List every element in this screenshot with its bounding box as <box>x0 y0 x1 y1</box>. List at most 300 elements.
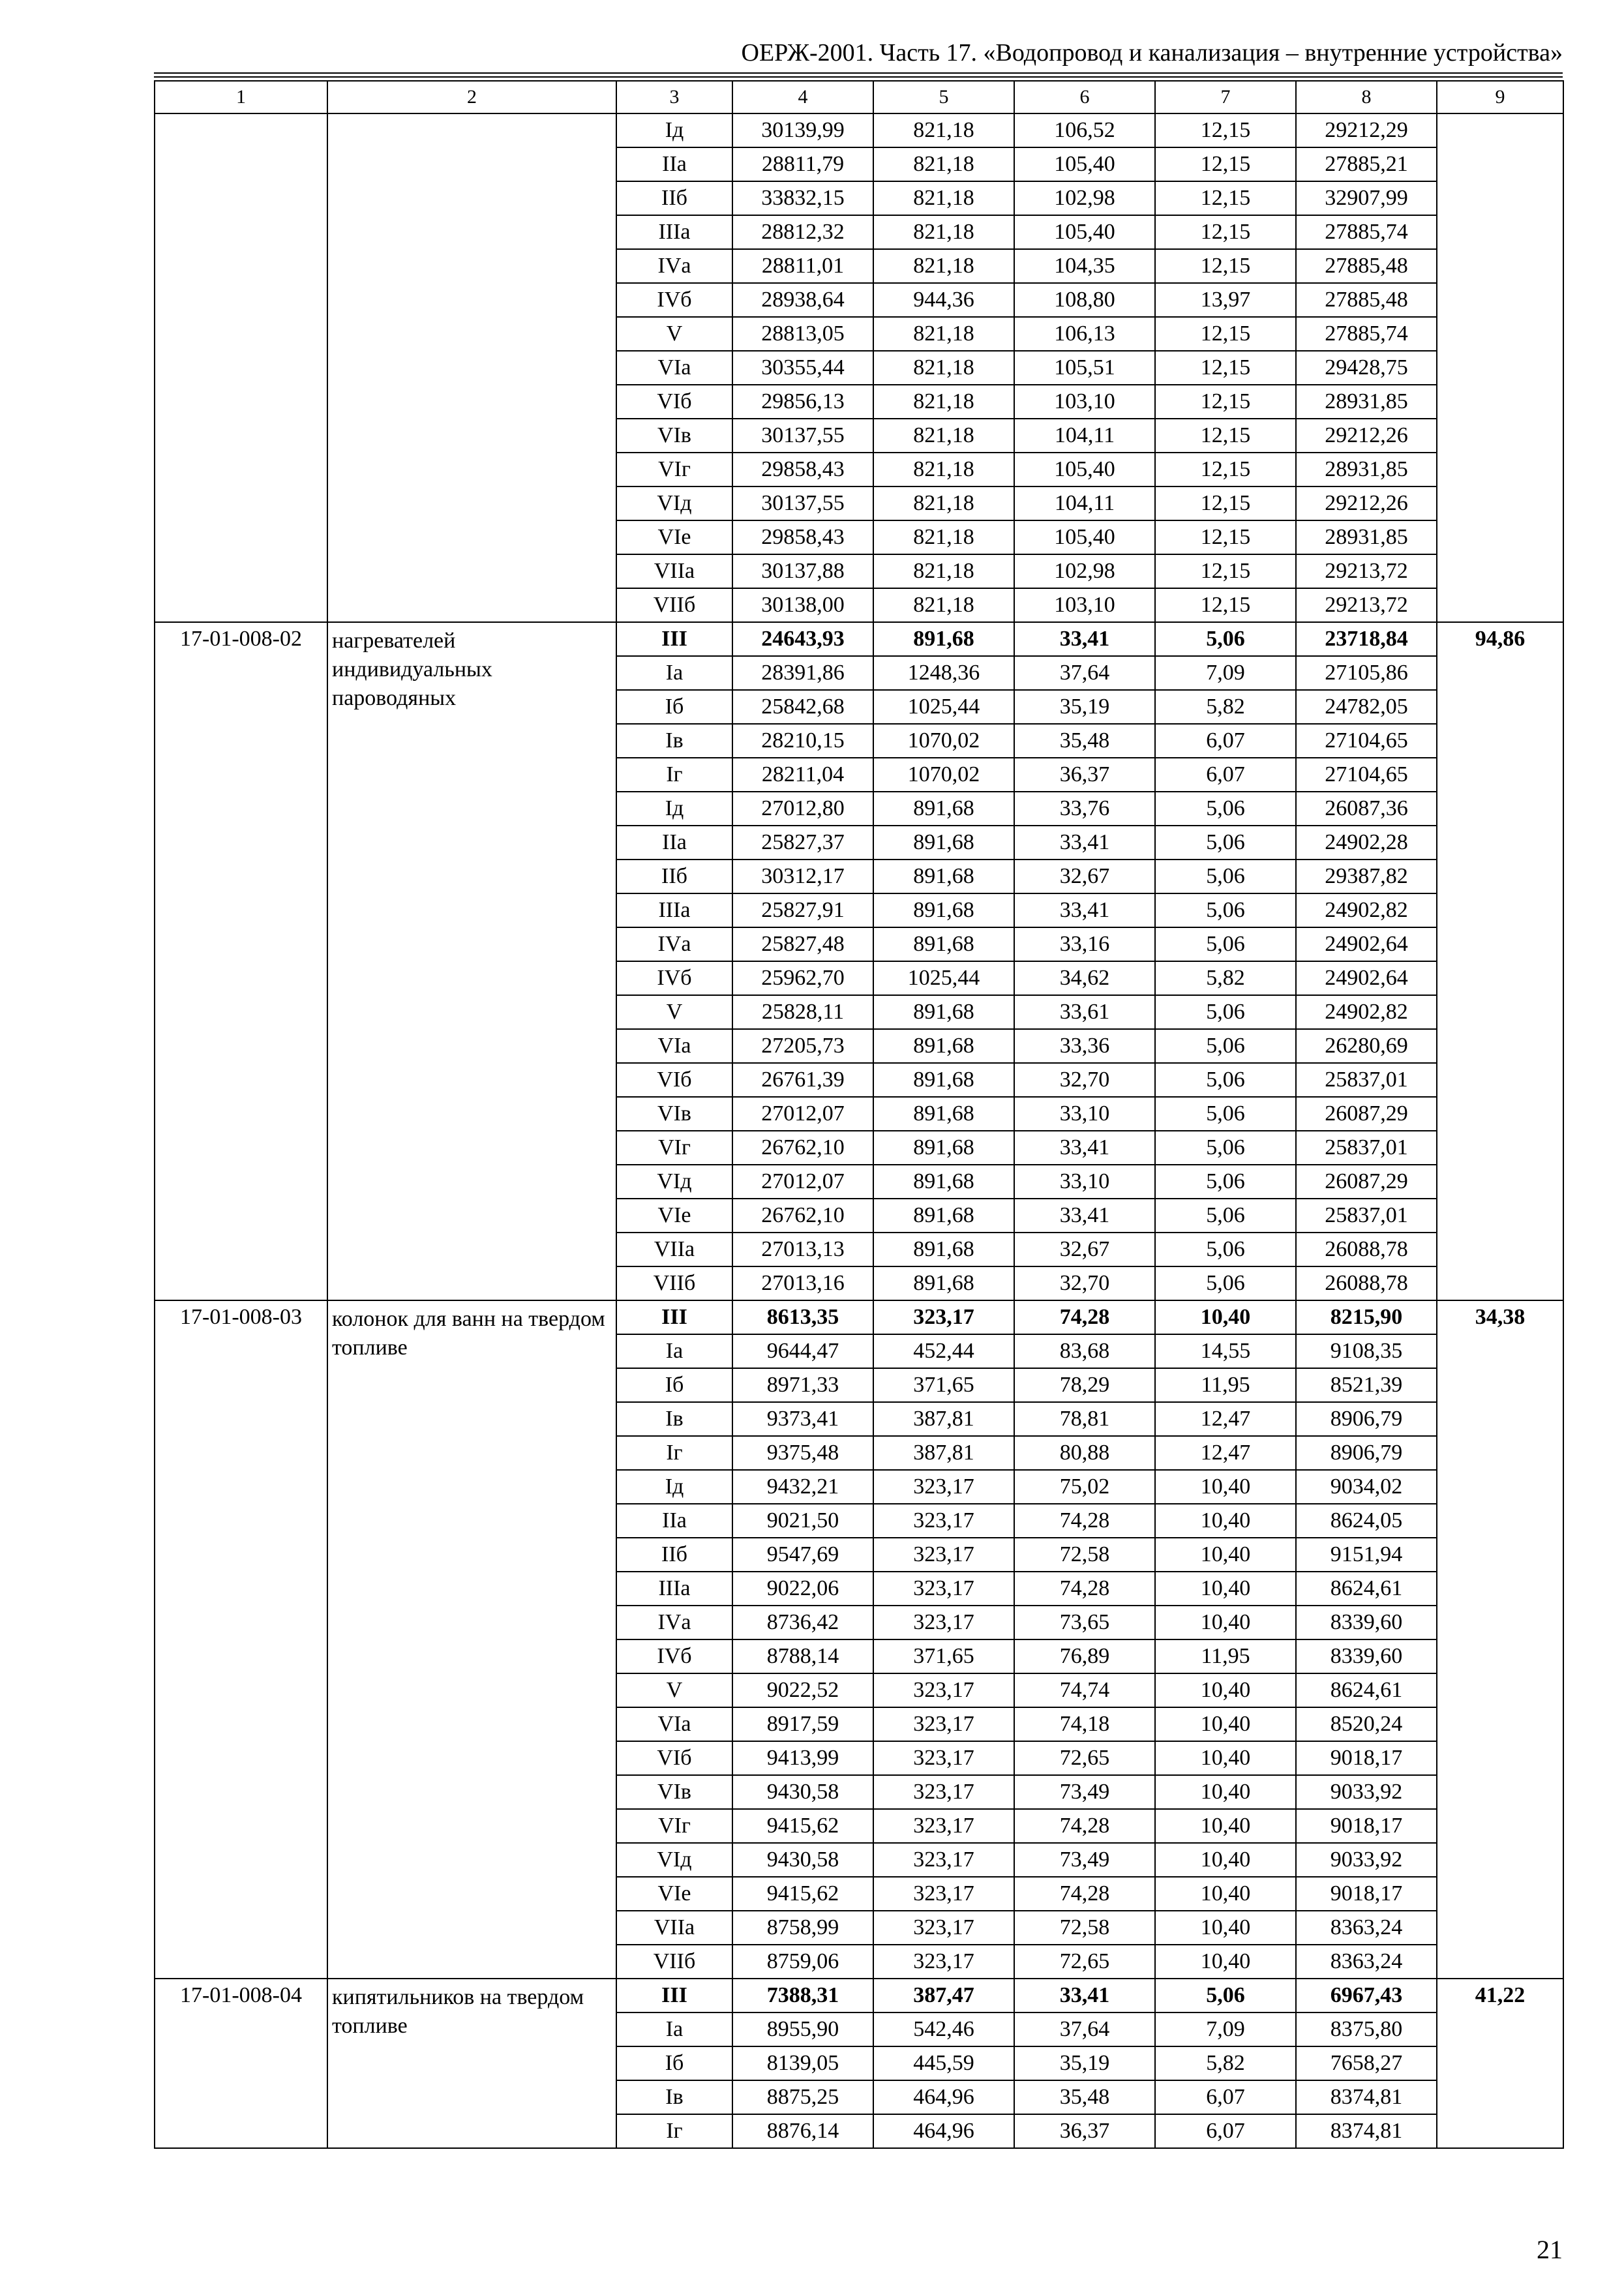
labor-wages-cell: 821,18 <box>873 147 1014 181</box>
total-cost-cell: 29858,43 <box>732 453 873 486</box>
machinist-wages-cell: 7,09 <box>1155 656 1296 690</box>
zone-cell: VIIа <box>616 554 732 588</box>
total-cost-cell: 9022,52 <box>732 1673 873 1707</box>
zone-cell: Iв <box>616 2080 732 2114</box>
column-number: 2 <box>327 81 616 113</box>
zone-cell: IVб <box>616 961 732 995</box>
price-table-body <box>155 81 1563 2148</box>
total-cost-cell: 9413,99 <box>732 1741 873 1775</box>
zone-cell: Iд <box>616 792 732 826</box>
zone-cell: Iг <box>616 2114 732 2148</box>
zone-cell: VIб <box>616 385 732 419</box>
total-cost-cell: 25842,68 <box>732 690 873 724</box>
zone-cell: VIа <box>616 351 732 385</box>
materials-cost-cell: 9108,35 <box>1296 1334 1437 1368</box>
zone-cell: III <box>616 1300 732 1334</box>
materials-cost-cell: 26087,29 <box>1296 1165 1437 1199</box>
zone-cell: Iа <box>616 1334 732 1368</box>
materials-cost-cell: 8339,60 <box>1296 1639 1437 1673</box>
header-rule <box>154 72 1563 74</box>
machinist-wages-cell: 6,07 <box>1155 2080 1296 2114</box>
machine-cost-cell: 35,19 <box>1014 690 1155 724</box>
machinist-wages-cell: 12,15 <box>1155 317 1296 351</box>
labor-wages-cell: 323,17 <box>873 1843 1014 1877</box>
materials-cost-cell: 32907,99 <box>1296 181 1437 215</box>
machine-cost-cell: 102,98 <box>1014 181 1155 215</box>
zone-cell: VIб <box>616 1741 732 1775</box>
machine-cost-cell: 74,28 <box>1014 1572 1155 1606</box>
page-number: 21 <box>1537 2235 1563 2264</box>
zone-cell: IVб <box>616 283 732 317</box>
materials-cost-cell: 27104,65 <box>1296 724 1437 758</box>
labor-wages-cell: 891,68 <box>873 622 1014 656</box>
materials-cost-cell: 23718,84 <box>1296 622 1437 656</box>
machine-cost-cell: 106,52 <box>1014 113 1155 147</box>
labor-wages-cell: 323,17 <box>873 1572 1014 1606</box>
zone-cell: Iд <box>616 1470 732 1504</box>
machine-cost-cell: 105,51 <box>1014 351 1155 385</box>
total-cost-cell: 27012,80 <box>732 792 873 826</box>
labor-hours-cell: 94,86 <box>1437 622 1563 1300</box>
machine-cost-cell: 33,41 <box>1014 622 1155 656</box>
total-cost-cell: 30139,99 <box>732 113 873 147</box>
labor-wages-cell: 387,81 <box>873 1436 1014 1470</box>
zone-cell: Iд <box>616 113 732 147</box>
labor-wages-cell: 821,18 <box>873 215 1014 249</box>
total-cost-cell: 28811,01 <box>732 249 873 283</box>
labor-wages-cell: 944,36 <box>873 283 1014 317</box>
machine-cost-cell: 35,19 <box>1014 2046 1155 2080</box>
total-cost-cell: 27012,07 <box>732 1097 873 1131</box>
machine-cost-cell: 74,28 <box>1014 1504 1155 1538</box>
machinist-wages-cell: 12,47 <box>1155 1436 1296 1470</box>
machinist-wages-cell: 6,07 <box>1155 758 1296 792</box>
machine-cost-cell: 74,28 <box>1014 1300 1155 1334</box>
machine-cost-cell: 105,40 <box>1014 215 1155 249</box>
zone-cell: IVб <box>616 1639 732 1673</box>
labor-hours-cell <box>1437 113 1563 622</box>
machine-cost-cell: 108,80 <box>1014 283 1155 317</box>
machinist-wages-cell: 5,06 <box>1155 1063 1296 1097</box>
total-cost-cell: 28391,86 <box>732 656 873 690</box>
zone-cell: III <box>616 622 732 656</box>
machinist-wages-cell: 10,40 <box>1155 1572 1296 1606</box>
labor-wages-cell: 891,68 <box>873 1131 1014 1165</box>
labor-wages-cell: 891,68 <box>873 1029 1014 1063</box>
labor-wages-cell: 821,18 <box>873 317 1014 351</box>
column-number: 9 <box>1437 81 1563 113</box>
total-cost-cell: 8758,99 <box>732 1911 873 1945</box>
total-cost-cell: 9373,41 <box>732 1402 873 1436</box>
zone-cell: VIв <box>616 1775 732 1809</box>
materials-cost-cell: 28931,85 <box>1296 520 1437 554</box>
table-row <box>155 113 1563 147</box>
zone-cell: VIд <box>616 1165 732 1199</box>
materials-cost-cell: 9033,92 <box>1296 1843 1437 1877</box>
machine-cost-cell: 32,67 <box>1014 1233 1155 1266</box>
machinist-wages-cell: 10,40 <box>1155 1945 1296 1979</box>
labor-wages-cell: 323,17 <box>873 1809 1014 1843</box>
item-code: 17-01-008-04 <box>155 1979 327 2148</box>
total-cost-cell: 27205,73 <box>732 1029 873 1063</box>
total-cost-cell: 25827,48 <box>732 927 873 961</box>
total-cost-cell: 8613,35 <box>732 1300 873 1334</box>
materials-cost-cell: 24782,05 <box>1296 690 1437 724</box>
zone-cell: IVа <box>616 249 732 283</box>
machinist-wages-cell: 5,82 <box>1155 961 1296 995</box>
machinist-wages-cell: 5,82 <box>1155 690 1296 724</box>
machine-cost-cell: 80,88 <box>1014 1436 1155 1470</box>
machinist-wages-cell: 5,06 <box>1155 860 1296 893</box>
labor-wages-cell: 323,17 <box>873 1775 1014 1809</box>
zone-cell: Iв <box>616 724 732 758</box>
machinist-wages-cell: 12,15 <box>1155 453 1296 486</box>
labor-wages-cell: 387,81 <box>873 1402 1014 1436</box>
labor-wages-cell: 323,17 <box>873 1741 1014 1775</box>
labor-wages-cell: 821,18 <box>873 385 1014 419</box>
column-number: 1 <box>155 81 327 113</box>
item-name: колонок для ванн на твердом топливе <box>327 1300 616 1979</box>
total-cost-cell: 30137,55 <box>732 419 873 453</box>
labor-wages-cell: 891,68 <box>873 893 1014 927</box>
machinist-wages-cell: 12,15 <box>1155 385 1296 419</box>
total-cost-cell: 27013,16 <box>732 1266 873 1300</box>
machinist-wages-cell: 5,06 <box>1155 622 1296 656</box>
labor-wages-cell: 323,17 <box>873 1538 1014 1572</box>
zone-cell: VIг <box>616 1809 732 1843</box>
materials-cost-cell: 26087,29 <box>1296 1097 1437 1131</box>
machine-cost-cell: 32,67 <box>1014 860 1155 893</box>
zone-cell: V <box>616 1673 732 1707</box>
materials-cost-cell: 28931,85 <box>1296 385 1437 419</box>
machinist-wages-cell: 12,15 <box>1155 147 1296 181</box>
machinist-wages-cell: 5,06 <box>1155 1097 1296 1131</box>
machine-cost-cell: 33,76 <box>1014 792 1155 826</box>
total-cost-cell: 8875,25 <box>732 2080 873 2114</box>
machinist-wages-cell: 12,15 <box>1155 486 1296 520</box>
machine-cost-cell: 105,40 <box>1014 453 1155 486</box>
materials-cost-cell: 29212,26 <box>1296 486 1437 520</box>
materials-cost-cell: 8520,24 <box>1296 1707 1437 1741</box>
column-number: 8 <box>1296 81 1437 113</box>
labor-wages-cell: 891,68 <box>873 1233 1014 1266</box>
materials-cost-cell: 27104,65 <box>1296 758 1437 792</box>
zone-cell: IIб <box>616 1538 732 1572</box>
zone-cell: Iа <box>616 656 732 690</box>
materials-cost-cell: 8521,39 <box>1296 1368 1437 1402</box>
machinist-wages-cell: 5,06 <box>1155 1979 1296 2012</box>
machinist-wages-cell: 12,15 <box>1155 113 1296 147</box>
materials-cost-cell: 24902,64 <box>1296 961 1437 995</box>
item-code <box>155 113 327 622</box>
machinist-wages-cell: 5,06 <box>1155 1199 1296 1233</box>
total-cost-cell: 30312,17 <box>732 860 873 893</box>
materials-cost-cell: 25837,01 <box>1296 1199 1437 1233</box>
labor-wages-cell: 891,68 <box>873 1063 1014 1097</box>
machine-cost-cell: 35,48 <box>1014 724 1155 758</box>
zone-cell: V <box>616 995 732 1029</box>
machinist-wages-cell: 10,40 <box>1155 1775 1296 1809</box>
total-cost-cell: 29856,13 <box>732 385 873 419</box>
machine-cost-cell: 105,40 <box>1014 520 1155 554</box>
materials-cost-cell: 29212,26 <box>1296 419 1437 453</box>
materials-cost-cell: 9151,94 <box>1296 1538 1437 1572</box>
zone-cell: Iг <box>616 1436 732 1470</box>
materials-cost-cell: 24902,28 <box>1296 826 1437 860</box>
machine-cost-cell: 33,61 <box>1014 995 1155 1029</box>
price-table <box>154 80 1564 2149</box>
total-cost-cell: 9415,62 <box>732 1877 873 1911</box>
machinist-wages-cell: 10,40 <box>1155 1300 1296 1334</box>
machinist-wages-cell: 13,97 <box>1155 283 1296 317</box>
machinist-wages-cell: 10,40 <box>1155 1470 1296 1504</box>
machine-cost-cell: 33,10 <box>1014 1165 1155 1199</box>
total-cost-cell: 28813,05 <box>732 317 873 351</box>
total-cost-cell: 24643,93 <box>732 622 873 656</box>
machine-cost-cell: 103,10 <box>1014 588 1155 622</box>
machinist-wages-cell: 12,15 <box>1155 181 1296 215</box>
machinist-wages-cell: 5,82 <box>1155 2046 1296 2080</box>
machinist-wages-cell: 5,06 <box>1155 1029 1296 1063</box>
materials-cost-cell: 27885,48 <box>1296 283 1437 317</box>
table-row <box>155 1979 1563 2012</box>
machine-cost-cell: 83,68 <box>1014 1334 1155 1368</box>
total-cost-cell: 28811,79 <box>732 147 873 181</box>
labor-wages-cell: 891,68 <box>873 1199 1014 1233</box>
zone-cell: VIв <box>616 1097 732 1131</box>
column-number: 7 <box>1155 81 1296 113</box>
machinist-wages-cell: 10,40 <box>1155 1809 1296 1843</box>
machine-cost-cell: 33,41 <box>1014 826 1155 860</box>
total-cost-cell: 28938,64 <box>732 283 873 317</box>
materials-cost-cell: 26280,69 <box>1296 1029 1437 1063</box>
machine-cost-cell: 73,49 <box>1014 1843 1155 1877</box>
machinist-wages-cell: 6,07 <box>1155 724 1296 758</box>
labor-wages-cell: 323,17 <box>873 1673 1014 1707</box>
materials-cost-cell: 26088,78 <box>1296 1266 1437 1300</box>
labor-wages-cell: 891,68 <box>873 860 1014 893</box>
labor-wages-cell: 1248,36 <box>873 656 1014 690</box>
machinist-wages-cell: 10,40 <box>1155 1911 1296 1945</box>
machine-cost-cell: 37,64 <box>1014 2012 1155 2046</box>
total-cost-cell: 8955,90 <box>732 2012 873 2046</box>
machine-cost-cell: 72,58 <box>1014 1538 1155 1572</box>
total-cost-cell: 30137,55 <box>732 486 873 520</box>
zone-cell: VIе <box>616 520 732 554</box>
labor-wages-cell: 323,17 <box>873 1911 1014 1945</box>
machinist-wages-cell: 5,06 <box>1155 1266 1296 1300</box>
labor-wages-cell: 891,68 <box>873 1097 1014 1131</box>
materials-cost-cell: 29428,75 <box>1296 351 1437 385</box>
item-code: 17-01-008-03 <box>155 1300 327 1979</box>
machine-cost-cell: 76,89 <box>1014 1639 1155 1673</box>
total-cost-cell: 28210,15 <box>732 724 873 758</box>
materials-cost-cell: 29213,72 <box>1296 554 1437 588</box>
labor-wages-cell: 821,18 <box>873 419 1014 453</box>
total-cost-cell: 9644,47 <box>732 1334 873 1368</box>
zone-cell: Iб <box>616 1368 732 1402</box>
zone-cell: III <box>616 1979 732 2012</box>
zone-cell: VIа <box>616 1707 732 1741</box>
machine-cost-cell: 104,35 <box>1014 249 1155 283</box>
zone-cell: IIIа <box>616 1572 732 1606</box>
labor-wages-cell: 1070,02 <box>873 758 1014 792</box>
materials-cost-cell: 9018,17 <box>1296 1877 1437 1911</box>
labor-wages-cell: 464,96 <box>873 2080 1014 2114</box>
machinist-wages-cell: 5,06 <box>1155 893 1296 927</box>
labor-wages-cell: 371,65 <box>873 1368 1014 1402</box>
zone-cell: V <box>616 317 732 351</box>
item-name: нагревателей индивидуальных пароводяных <box>327 622 616 1300</box>
machine-cost-cell: 74,18 <box>1014 1707 1155 1741</box>
zone-cell: VIв <box>616 419 732 453</box>
materials-cost-cell: 8339,60 <box>1296 1606 1437 1639</box>
machine-cost-cell: 32,70 <box>1014 1063 1155 1097</box>
zone-cell: VIг <box>616 1131 732 1165</box>
zone-cell: VIIа <box>616 1911 732 1945</box>
labor-wages-cell: 323,17 <box>873 1606 1014 1639</box>
total-cost-cell: 25827,91 <box>732 893 873 927</box>
zone-cell: VIIб <box>616 1945 732 1979</box>
total-cost-cell: 26762,10 <box>732 1131 873 1165</box>
total-cost-cell: 8139,05 <box>732 2046 873 2080</box>
materials-cost-cell: 27885,74 <box>1296 317 1437 351</box>
zone-cell: IVа <box>616 927 732 961</box>
zone-cell: VIIб <box>616 588 732 622</box>
machine-cost-cell: 103,10 <box>1014 385 1155 419</box>
total-cost-cell: 27012,07 <box>732 1165 873 1199</box>
machine-cost-cell: 104,11 <box>1014 419 1155 453</box>
machinist-wages-cell: 10,40 <box>1155 1843 1296 1877</box>
labor-wages-cell: 891,68 <box>873 792 1014 826</box>
labor-wages-cell: 821,18 <box>873 453 1014 486</box>
machinist-wages-cell: 12,15 <box>1155 554 1296 588</box>
machine-cost-cell: 34,62 <box>1014 961 1155 995</box>
machinist-wages-cell: 10,40 <box>1155 1538 1296 1572</box>
zone-cell: VIе <box>616 1199 732 1233</box>
labor-wages-cell: 821,18 <box>873 520 1014 554</box>
materials-cost-cell: 8375,80 <box>1296 2012 1437 2046</box>
machine-cost-cell: 102,98 <box>1014 554 1155 588</box>
labor-wages-cell: 891,68 <box>873 1266 1014 1300</box>
total-cost-cell: 30355,44 <box>732 351 873 385</box>
materials-cost-cell: 8906,79 <box>1296 1402 1437 1436</box>
labor-wages-cell: 323,17 <box>873 1504 1014 1538</box>
zone-cell: Iг <box>616 758 732 792</box>
item-name: кипятильников на твердом топливе <box>327 1979 616 2148</box>
labor-wages-cell: 323,17 <box>873 1945 1014 1979</box>
materials-cost-cell: 8906,79 <box>1296 1436 1437 1470</box>
labor-wages-cell: 821,18 <box>873 554 1014 588</box>
zone-cell: VIб <box>616 1063 732 1097</box>
total-cost-cell: 8917,59 <box>732 1707 873 1741</box>
price-table-container <box>154 80 1563 2149</box>
total-cost-cell: 9430,58 <box>732 1775 873 1809</box>
materials-cost-cell: 9034,02 <box>1296 1470 1437 1504</box>
total-cost-cell: 25962,70 <box>732 961 873 995</box>
labor-wages-cell: 891,68 <box>873 1165 1014 1199</box>
materials-cost-cell: 8624,61 <box>1296 1572 1437 1606</box>
zone-cell: Iв <box>616 1402 732 1436</box>
total-cost-cell: 28812,32 <box>732 215 873 249</box>
table-row <box>155 622 1563 656</box>
item-name <box>327 113 616 622</box>
machine-cost-cell: 33,10 <box>1014 1097 1155 1131</box>
labor-wages-cell: 371,65 <box>873 1639 1014 1673</box>
labor-wages-cell: 323,17 <box>873 1707 1014 1741</box>
machine-cost-cell: 37,64 <box>1014 656 1155 690</box>
machine-cost-cell: 105,40 <box>1014 147 1155 181</box>
machinist-wages-cell: 10,40 <box>1155 1606 1296 1639</box>
zone-cell: IIа <box>616 1504 732 1538</box>
machinist-wages-cell: 5,06 <box>1155 927 1296 961</box>
materials-cost-cell: 8374,81 <box>1296 2114 1437 2148</box>
zone-cell: IIIа <box>616 215 732 249</box>
column-number: 6 <box>1014 81 1155 113</box>
zone-cell: IIIа <box>616 893 732 927</box>
labor-wages-cell: 464,96 <box>873 2114 1014 2148</box>
machinist-wages-cell: 12,15 <box>1155 249 1296 283</box>
machine-cost-cell: 33,41 <box>1014 1131 1155 1165</box>
total-cost-cell: 9021,50 <box>732 1504 873 1538</box>
zone-cell: IIб <box>616 181 732 215</box>
zone-cell: VIг <box>616 453 732 486</box>
labor-wages-cell: 387,47 <box>873 1979 1014 2012</box>
total-cost-cell: 9432,21 <box>732 1470 873 1504</box>
machinist-wages-cell: 5,06 <box>1155 792 1296 826</box>
total-cost-cell: 29858,43 <box>732 520 873 554</box>
materials-cost-cell: 8624,05 <box>1296 1504 1437 1538</box>
column-number: 4 <box>732 81 873 113</box>
machine-cost-cell: 74,28 <box>1014 1877 1155 1911</box>
total-cost-cell: 9547,69 <box>732 1538 873 1572</box>
machinist-wages-cell: 12,15 <box>1155 215 1296 249</box>
total-cost-cell: 7388,31 <box>732 1979 873 2012</box>
machinist-wages-cell: 10,40 <box>1155 1741 1296 1775</box>
materials-cost-cell: 29212,29 <box>1296 113 1437 147</box>
machine-cost-cell: 36,37 <box>1014 2114 1155 2148</box>
machinist-wages-cell: 6,07 <box>1155 2114 1296 2148</box>
materials-cost-cell: 29387,82 <box>1296 860 1437 893</box>
total-cost-cell: 30137,88 <box>732 554 873 588</box>
materials-cost-cell: 8363,24 <box>1296 1911 1437 1945</box>
labor-wages-cell: 1025,44 <box>873 690 1014 724</box>
total-cost-cell: 33832,15 <box>732 181 873 215</box>
zone-cell: IVа <box>616 1606 732 1639</box>
zone-cell: VIIб <box>616 1266 732 1300</box>
machine-cost-cell: 74,28 <box>1014 1809 1155 1843</box>
machine-cost-cell: 73,65 <box>1014 1606 1155 1639</box>
machinist-wages-cell: 7,09 <box>1155 2012 1296 2046</box>
machine-cost-cell: 32,70 <box>1014 1266 1155 1300</box>
machine-cost-cell: 72,65 <box>1014 1741 1155 1775</box>
machinist-wages-cell: 10,40 <box>1155 1707 1296 1741</box>
materials-cost-cell: 8215,90 <box>1296 1300 1437 1334</box>
materials-cost-cell: 29213,72 <box>1296 588 1437 622</box>
machinist-wages-cell: 5,06 <box>1155 1131 1296 1165</box>
labor-hours-cell: 41,22 <box>1437 1979 1563 2148</box>
labor-wages-cell: 821,18 <box>873 588 1014 622</box>
total-cost-cell: 25828,11 <box>732 995 873 1029</box>
machine-cost-cell: 33,41 <box>1014 1199 1155 1233</box>
materials-cost-cell: 25837,01 <box>1296 1063 1437 1097</box>
materials-cost-cell: 24902,82 <box>1296 995 1437 1029</box>
total-cost-cell: 9415,62 <box>732 1809 873 1843</box>
machine-cost-cell: 78,81 <box>1014 1402 1155 1436</box>
total-cost-cell: 28211,04 <box>732 758 873 792</box>
column-number-row <box>155 81 1563 113</box>
zone-cell: IIа <box>616 826 732 860</box>
